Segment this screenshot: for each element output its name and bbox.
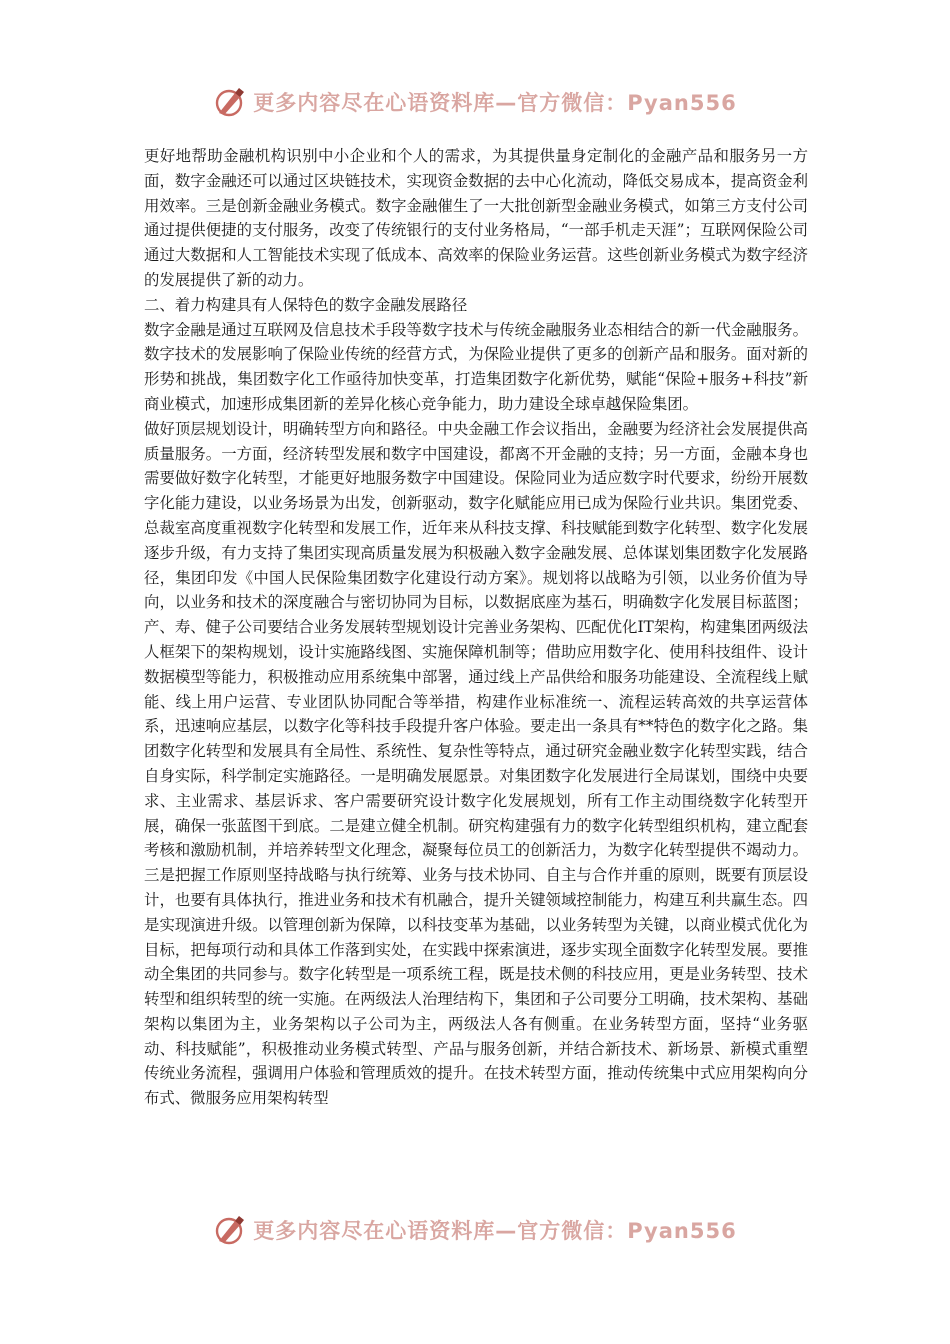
watermark-text: 更多内容尽在心语资料库—官方微信：Pyan556 [253, 1219, 737, 1243]
paragraph-overview: 数字金融是通过互联网及信息技术手段等数字技术与传统金融服务业态相结合的新一代金融服务。数字技术的发展影响了保险业传统的经营方式，为保险业提供了更多的创新产品和服务。面对新的形势和挑战，集团数字化工作亟待加快变革，打造集团数字化新优势，赋能“保险+服务+科技”新商业模式，加速形成集团新的差异化核心竞争能力，助力建设全球卓越保险集团。 [144, 320, 808, 413]
watermark-footer [0, 1208, 950, 1252]
section-heading: 二、着力构建具有人保特色的数字金融发展路径 [144, 295, 468, 314]
paragraph-planning: 做好顶层规划设计，明确转型方向和路径。中央金融工作会议指出，金融要为经济社会发展提供高质量服务。一方面，经济转型发展和数字中国建设，都离不开金融的支持；另一方面，金融本身也需要做好数字化转型，才能更好地服务数字中国建设。保险同业为适应数字时代要求，纷纷开展数字化能力建设，以业务场景为出发，创新驱动，数字化赋能应用已成为保险行业共识。集团党委、总裁室高度重视数字化转型和发展工作，近年来从科技支撑、科技赋能到数字化转型、数字化发展逐步升级，有力支持了集团实现高质量发展为积极融入数字金融发展、总体谋划集团数字化发展路径，集团印发《中国人民保险集团数字化建设行动方案》。规划将以战略为引领，以业务价值为导向，以业务和技术的深度融合与密切协同为目标，以数据底座为基石，明确数字化发展目标蓝图；产、寿、健子公司要结合业务发展转型规划设计完善业务架构、匹配优化IT架构，构建集团两级法人框架下的架构规划，设计实施路线图、实施保障机制等；借助应用数字化、使用科技组件、设计数据模型等能力，积极推动应用系统集中部署，通过线上产品供给和服务功能建设、全流程线上赋能、线上用户运营、专业团队协同配合等举措，构建作业标准统一、流程运转高效的共享运营体系，迅速响应基层，以数字化等科技手段提升客户体验。要走出一条具有**特色的数字化之路。集团数字化转型和发展具有全局性、系统性、复杂性等特点，通过研究金融业数字化转型实践，结合自身实际，科学制定实施路径。一是明确发展愿景。对集团数字化发展进行全局谋划，围绕中央要求、主业需求、基层诉求、客户需要研究设计数字化发展规划，所有工作主动围绕数字化转型开展，确保一张蓝图干到底。二是建立健全机制。研究构建强有力的数字化转型组织机构，建立配套考核和激励机制，并培养转型文化理念，凝聚每位员工的创新活力，为数字化转型提供不竭动力。三是把握工作原则坚持战略与执行统筹、业务与技术协同、自主与合作并重的原则，既要有顶层设计，也要有具体执行，推进业务和技术有机融合，提升关键领域控制能力，构建互利共赢生态。四是实现演进升级。以管理创新为保障，以科技变革为基础，以业务转型为关键，以商业模式优化为目标，把每项行动和具体工作落到实处，在实践中探索演进，逐步实现全面数字化转型发展。要推动全集团的共同参与。数字化转型是一项系统工程，既是技术侧的科技应用，更是业务转型、技术转型和组织转型的统一实施。在两级法人治理结构下，集团和子公司要分工明确，技术架构、基础架构以集团为主，业务架构以子公司为主，两级法人各有侧重。在业务转型方面，坚持“业务驱动、科技赋能”，积极推动业务模式转型、产品与服务创新，并结合新技术、新场景、新模式重塑传统业务流程，强调用户体验和管理质效的提升。在技术转型方面，推动传统集中式应用架构向分布式、微服务应用架构转型 [144, 419, 808, 1108]
pen-logo-icon [213, 1213, 247, 1247]
document-body [144, 144, 808, 1111]
watermark-header [0, 80, 950, 124]
pen-logo-icon [213, 85, 247, 119]
watermark-text: 更多内容尽在心语资料库—官方微信：Pyan556 [253, 91, 737, 115]
paragraph-intro: 更好地帮助金融机构识别中小企业和个人的需求，为其提供量身定制化的金融产品和服务另一方面，数字金融还可以通过区块链技术，实现资金数据的去中心化流动，降低交易成本，提高资金利用效率。三是创新金融业务模式。数字金融催生了一大批创新型金融业务模式，如第三方支付公司通过提供便捷的支付服务，改变了传统银行的支付业务格局，“一部手机走天涯”；互联网保险公司通过大数据和人工智能技术实现了低成本、高效率的保险业务运营。这些创新业务模式为数字经济的发展提供了新的动力。 [144, 147, 808, 289]
